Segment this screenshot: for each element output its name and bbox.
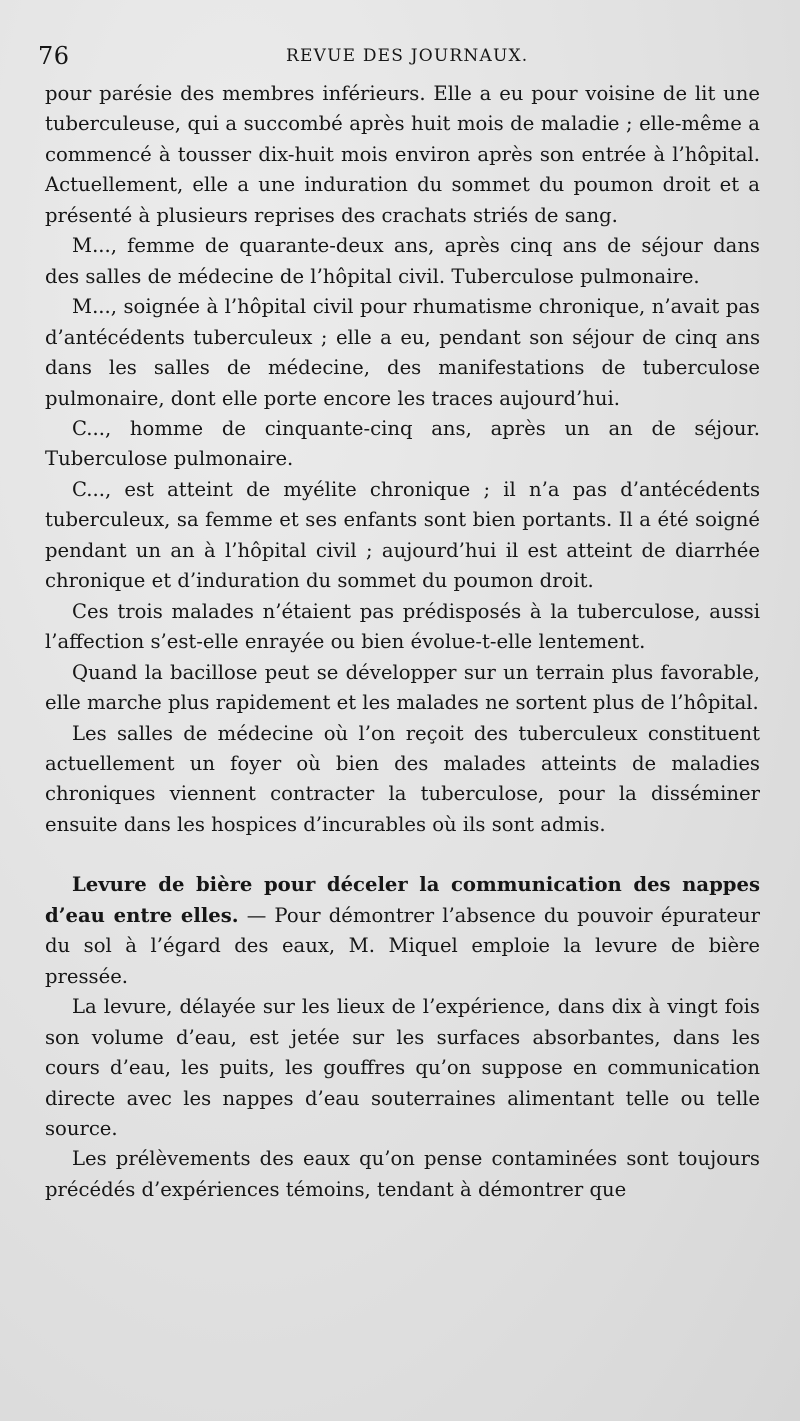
paragraph: Les salles de médecine où l’on reçoit des tuberculeux constituent actuellement un foyer où bien des malades atteints de maladies chroniques viennent contracter la tuberculose, pour la disséminer ensuite dans les hospices d’incurables où ils sont admis.: [45, 721, 760, 836]
paragraph: Quand la bacillose peut se développer sur un terrain plus favorable, elle marche plus rapidement et les malades ne sortent plus de l’hôpital.: [45, 660, 760, 715]
paragraph: pour parésie des membres inférieurs. Elle a eu pour voisine de lit une tuberculeuse, qui a succombé après huit mois de maladie ; elle-même a commencé à tousser dix-huit mois environ après son entrée à l’hôpital. Actuellement, elle a une induration du sommet du poumon droit et a présenté à plusieurs reprises des crachats striés de sang.: [45, 82, 760, 227]
paragraph: La levure, délayée sur les lieux de l’expérience, dans dix à vingt fois son volume d’eau, est jetée sur les surfaces absorbantes, dans les cours d’eau, les puits, les gouffres qu’on suppose en communication directe avec les nappes d’eau souterraines alimentant telle ou telle source.: [45, 995, 760, 1140]
running-title: REVUE DES JOURNAUX.: [286, 46, 529, 66]
paragraph: C..., est atteint de myélite chronique ; il n’a pas d’antécédents tuberculeux, sa femme et ses enfants sont bien portants. Il a été soigné pendant un an à l’hôpital civil ; aujourd’hui il est atteint de diarrhée chronique et d’induration du sommet du poumon droit.: [45, 477, 760, 593]
page-header: [36, 38, 764, 72]
paragraph: M..., soignée à l’hôpital civil pour rhumatisme chronique, n’avait pas d’antécédents tuberculeux ; elle a eu, pendant son séjour de cinq ans dans les salles de médecine, des manifestations de tuberculose pulmonaire, dont elle porte encore les traces aujourd’hui.: [45, 295, 760, 410]
section-intro: — Pour démontrer l’absence du pouvoir épurateur du sol à l’égard des eaux, M. Miquel emploie la levure de bière pressée.: [45, 903, 761, 988]
page-number: 76: [38, 42, 70, 70]
section-title: Levure de bière pour déceler la communication des nappes d’eau entre elles.: [45, 873, 760, 927]
paragraph: C..., homme de cinquante-cinq ans, après un an de séjour. Tuberculose pulmonaire.: [45, 416, 760, 471]
paragraph: Les prélèvements des eaux qu’on pense contaminées sont toujours précédés d’expériences témoins, tendant à démontrer que: [45, 1147, 760, 1201]
paragraph: M..., femme de quarante-deux ans, après cinq ans de séjour dans des salles de médecine de l’hôpital civil. Tuberculose pulmonaire.: [45, 234, 760, 288]
body-text: [45, 79, 760, 1205]
section-paragraph: [45, 870, 760, 992]
paragraph: Ces trois malades n’étaient pas prédisposés à la tuberculose, aussi l’affection s’est-elle enrayée ou bien évolue-t-elle lentement.: [45, 599, 760, 654]
